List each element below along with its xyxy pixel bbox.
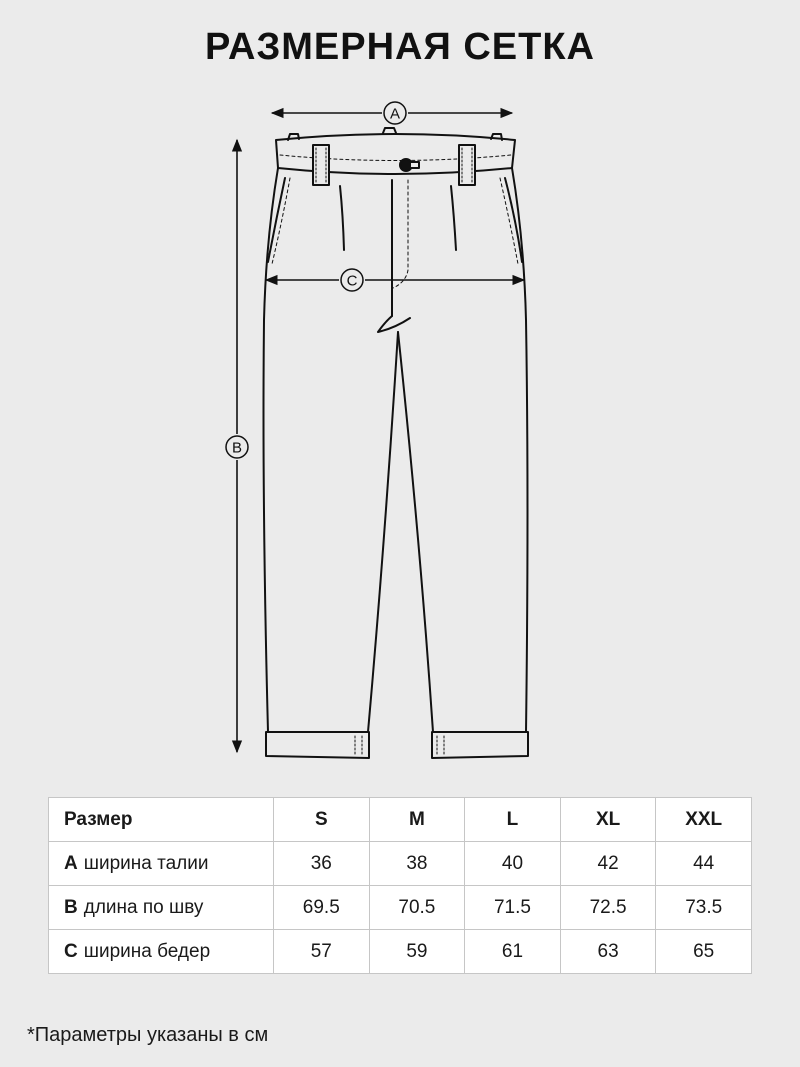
measure-a-label: A [389, 105, 401, 123]
table-cell: 72.5 [560, 886, 656, 930]
table-row [49, 886, 752, 930]
table-row [49, 930, 752, 974]
header-size-s: S [274, 798, 370, 842]
header-size-label: Размер [49, 798, 274, 842]
row-code: B [64, 896, 78, 918]
table-cell: 44 [656, 842, 752, 886]
measure-c-label: C [346, 272, 358, 290]
footnote: *Параметры указаны в см [27, 1024, 269, 1046]
size-table [48, 797, 752, 974]
row-name: ширина талии [83, 852, 209, 874]
table-cell: 61 [465, 930, 561, 974]
header-size-l: L [465, 798, 561, 842]
trousers-outline [264, 128, 529, 758]
header-size-m: M [369, 798, 465, 842]
row-name: ширина бедер [83, 940, 211, 962]
row-name: длина по шву [83, 896, 204, 918]
row-label [49, 842, 274, 886]
table-cell: 40 [465, 842, 561, 886]
table-cell: 71.5 [465, 886, 561, 930]
page-title: РАЗМЕРНАЯ СЕТКА [205, 26, 595, 68]
table-cell: 65 [656, 930, 752, 974]
row-label [49, 886, 274, 930]
header-size-xl: XL [560, 798, 656, 842]
row-code: A [64, 852, 78, 874]
table-header-row [49, 798, 752, 842]
table-row [49, 842, 752, 886]
table-cell: 69.5 [274, 886, 370, 930]
table-cell: 36 [274, 842, 370, 886]
table-cell: 73.5 [656, 886, 752, 930]
trousers-diagram [0, 90, 800, 770]
table-cell: 57 [274, 930, 370, 974]
table-cell: 70.5 [369, 886, 465, 930]
table-cell: 63 [560, 930, 656, 974]
measure-b-label: B [231, 439, 243, 457]
table-cell: 42 [560, 842, 656, 886]
table-cell: 38 [369, 842, 465, 886]
table-cell: 59 [369, 930, 465, 974]
row-code: C [64, 940, 78, 962]
row-label [49, 930, 274, 974]
header-size-xxl: XXL [656, 798, 752, 842]
